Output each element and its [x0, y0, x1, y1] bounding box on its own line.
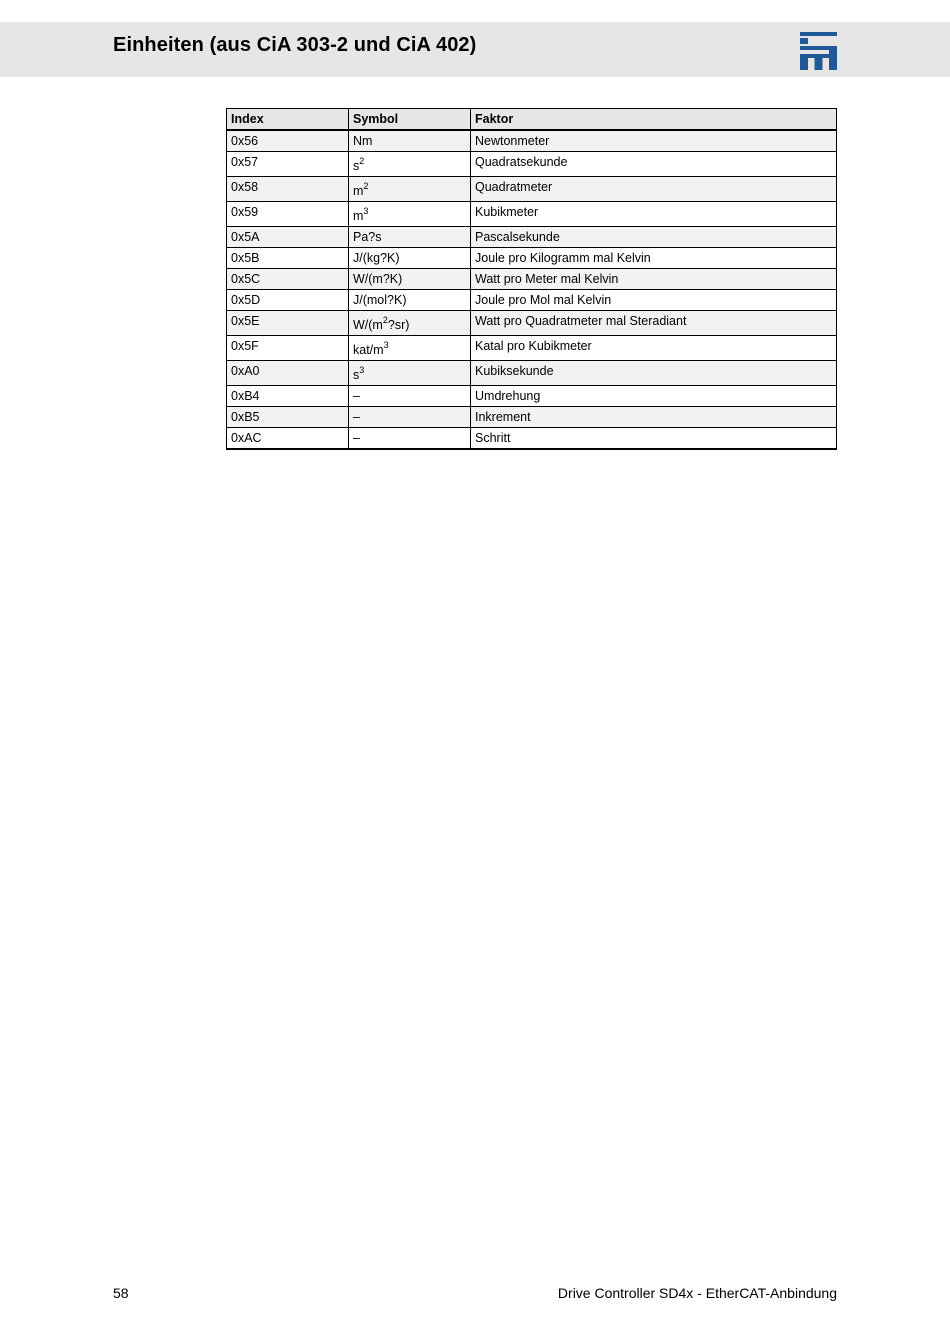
cell-factor: Pascalsekunde — [471, 227, 837, 248]
symbol-exponent: 2 — [363, 181, 369, 191]
symbol-base: kat/m — [353, 343, 384, 357]
table-row — [227, 407, 837, 428]
column-header-symbol: Symbol — [349, 109, 471, 131]
cell-index: 0x57 — [227, 152, 349, 177]
table-row — [227, 152, 837, 177]
cell-factor: Joule pro Kilogramm mal Kelvin — [471, 248, 837, 269]
symbol-base: m — [353, 209, 364, 223]
cell-symbol — [349, 386, 471, 407]
cell-symbol — [349, 336, 471, 361]
cell-factor: Umdrehung — [471, 386, 837, 407]
cell-factor: Schritt — [471, 428, 837, 450]
table-row — [227, 311, 837, 336]
symbol-base: – — [353, 410, 360, 424]
page-number: 58 — [113, 1285, 129, 1301]
cell-symbol — [349, 177, 471, 202]
cell-index: 0x59 — [227, 202, 349, 227]
table-row — [227, 248, 837, 269]
table-row — [227, 428, 837, 450]
table-row — [227, 202, 837, 227]
table-row — [227, 386, 837, 407]
symbol-base: W/(m?K) — [353, 272, 403, 286]
cell-factor: Quadratsekunde — [471, 152, 837, 177]
page-title: Einheiten (aus CiA 303-2 und CiA 402) — [113, 34, 477, 56]
cell-symbol — [349, 269, 471, 290]
symbol-base: Pa?s — [353, 230, 382, 244]
cell-index: 0x5E — [227, 311, 349, 336]
cell-symbol — [349, 152, 471, 177]
column-header-index: Index — [227, 109, 349, 131]
cell-factor: Quadratmeter — [471, 177, 837, 202]
cell-symbol — [349, 407, 471, 428]
table-row — [227, 336, 837, 361]
footer-document-title: Drive Controller SD4x - EtherCAT-Anbindung — [557, 1285, 837, 1301]
cell-index: 0x5C — [227, 269, 349, 290]
table-row — [227, 361, 837, 386]
cell-index: 0xB4 — [227, 386, 349, 407]
cell-factor: Kubiksekunde — [471, 361, 837, 386]
symbol-base: m — [353, 184, 364, 198]
cell-symbol — [349, 227, 471, 248]
symbol-exponent: 3 — [363, 206, 369, 216]
table-row — [227, 269, 837, 290]
symbol-base: Nm — [353, 134, 373, 148]
symbol-base: s — [353, 368, 360, 382]
cell-symbol — [349, 361, 471, 386]
symbol-exponent: 2 — [382, 315, 388, 325]
table-row — [227, 177, 837, 202]
cell-symbol — [349, 428, 471, 450]
table-row — [227, 130, 837, 152]
cell-symbol — [349, 130, 471, 152]
stober-logo-icon — [800, 32, 837, 70]
cell-index: 0x5D — [227, 290, 349, 311]
cell-index: 0x5A — [227, 227, 349, 248]
symbol-base: s — [353, 159, 360, 173]
cell-factor: Inkrement — [471, 407, 837, 428]
symbol-exponent: 2 — [359, 156, 365, 166]
cell-index: 0xB5 — [227, 407, 349, 428]
symbol-tail: ?sr) — [387, 318, 410, 332]
cell-factor: Joule pro Mol mal Kelvin — [471, 290, 837, 311]
cell-index: 0xAC — [227, 428, 349, 450]
cell-factor: Watt pro Quadratmeter mal Steradiant — [471, 311, 837, 336]
symbol-exponent: 3 — [359, 365, 365, 375]
column-header-factor: Faktor — [471, 109, 837, 131]
cell-symbol — [349, 202, 471, 227]
cell-symbol — [349, 311, 471, 336]
cell-index: 0x58 — [227, 177, 349, 202]
cell-symbol — [349, 290, 471, 311]
cell-symbol — [349, 248, 471, 269]
table-row — [227, 227, 837, 248]
cell-index: 0xA0 — [227, 361, 349, 386]
cell-index: 0x56 — [227, 130, 349, 152]
symbol-base: J/(kg?K) — [353, 251, 400, 265]
table-header-row — [227, 109, 837, 131]
cell-index: 0x5F — [227, 336, 349, 361]
cell-factor: Katal pro Kubikmeter — [471, 336, 837, 361]
cell-factor: Newtonmeter — [471, 130, 837, 152]
table-row — [227, 290, 837, 311]
symbol-base: – — [353, 431, 360, 445]
units-table-body — [227, 130, 837, 449]
symbol-base: W/(m — [353, 318, 383, 332]
cell-index: 0x5B — [227, 248, 349, 269]
cell-factor: Watt pro Meter mal Kelvin — [471, 269, 837, 290]
units-table — [226, 108, 837, 450]
symbol-base: J/(mol?K) — [353, 293, 407, 307]
symbol-exponent: 3 — [383, 340, 389, 350]
cell-factor: Kubikmeter — [471, 202, 837, 227]
symbol-base: – — [353, 389, 360, 403]
